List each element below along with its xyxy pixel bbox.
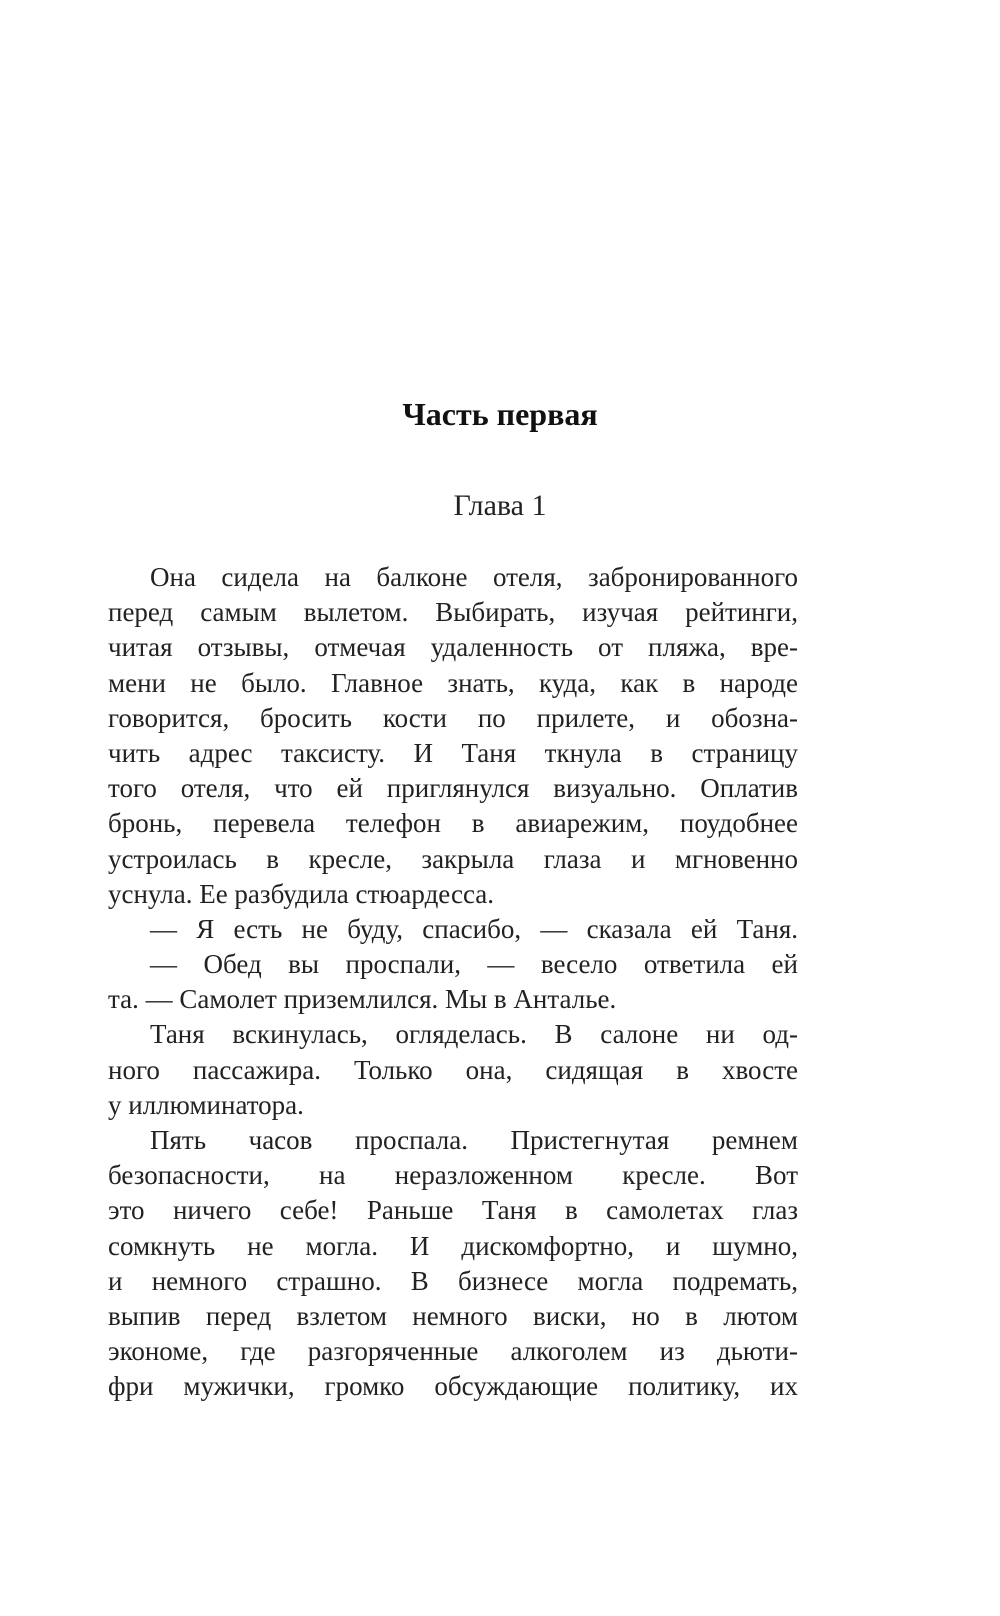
body-text bbox=[108, 560, 798, 1405]
text-line: та. — Самолет приземлился. Мы в Анталье. bbox=[108, 984, 617, 1015]
text-line: безопасности, на неразложенном кресле. Вот bbox=[108, 1160, 798, 1191]
chapter-title: Глава 1 bbox=[453, 489, 547, 522]
text-line: бронь, перевела телефон в авиарежим, поудобнее bbox=[108, 808, 798, 839]
text-line: перед самым вылетом. Выбирать, изучая рейтинги, bbox=[108, 597, 798, 628]
text-line: ного пассажира. Только она, сидящая в хвосте bbox=[108, 1054, 798, 1085]
text-line: говорится, бросить кости по прилете, и обозна- bbox=[108, 702, 798, 733]
text-line: читая отзывы, отмечая удаленность от пляжа, вре- bbox=[108, 632, 798, 663]
text-line: сомкнуть не могла. И дискомфортно, и шумно, bbox=[108, 1230, 798, 1261]
text-line: экономе, где разгоряченные алкоголем из дьюти- bbox=[108, 1336, 798, 1367]
text-line: чить адрес таксисту. И Таня ткнула в страницу bbox=[108, 737, 798, 768]
text-line: это ничего себе! Раньше Таня в самолетах глаз bbox=[108, 1195, 798, 1226]
text-line: выпив перед взлетом немного виски, но в лютом bbox=[108, 1300, 798, 1331]
text-line: Она сидела на балконе отеля, забронированного bbox=[150, 562, 798, 592]
text-line: уснула. Ее разбудила стюардесса. bbox=[108, 878, 494, 909]
text-line: — Обед вы проспали, — весело ответила ей bbox=[150, 949, 798, 980]
text-line: Таня вскинулась, огляделась. В салоне ни од- bbox=[150, 1019, 798, 1050]
text-line: и немного страшно. В бизнесе могла подремать, bbox=[108, 1265, 798, 1296]
text-line: того отеля, что ей приглянулся визуально. Оплатив bbox=[108, 773, 798, 804]
text-line: фри мужички, громко обсуждающие политику, их bbox=[108, 1371, 798, 1402]
part-title: Часть первая bbox=[402, 396, 598, 432]
text-line: Пять часов проспала. Пристегнутая ремнем bbox=[150, 1125, 798, 1155]
text-line: у иллюминатора. bbox=[108, 1089, 304, 1120]
text-line: мени не было. Главное знать, куда, как в народе bbox=[108, 667, 798, 698]
text-line: — Я есть не буду, спасибо, — сказала ей Таня. bbox=[150, 913, 798, 944]
text-line: устроилась в кресле, закрыла глаза и мгновенно bbox=[108, 843, 798, 874]
